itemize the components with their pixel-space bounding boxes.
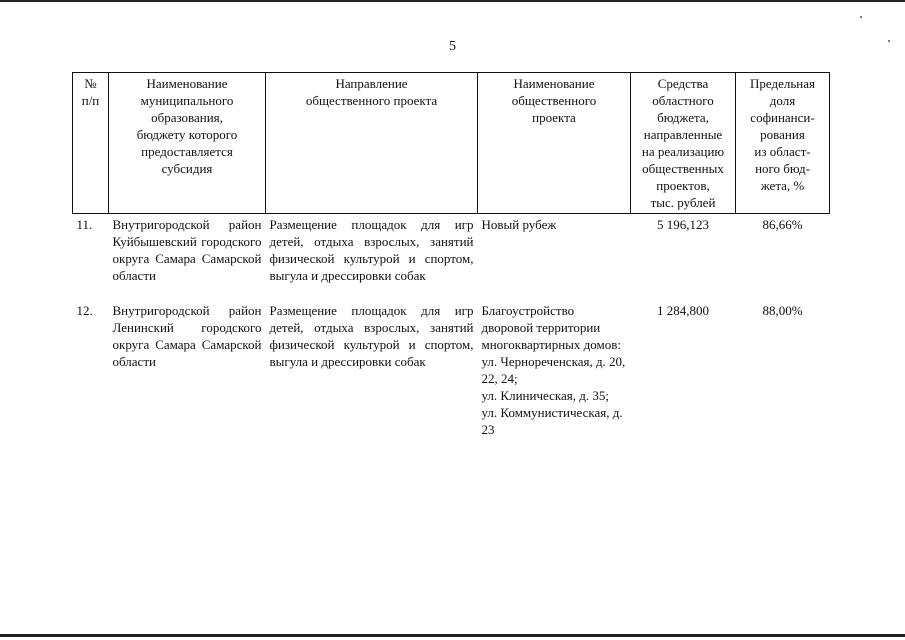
scan-speck <box>860 16 862 18</box>
table-header-row <box>73 73 830 214</box>
top-border-line <box>0 0 905 2</box>
row-share: 86,66% <box>762 217 803 232</box>
row-funds: 5 196,123 <box>657 217 709 232</box>
row-spacer <box>73 286 830 300</box>
subsidy-table <box>72 72 830 440</box>
header-number: № п/п <box>73 73 109 214</box>
row-direction: Размещение площадок для игр детей, отдыха взрослых, занятий физической культурой и спортом, выгула и дрессировки собак <box>269 303 474 369</box>
header-municipality: Наименование муниципального образования, бюджету которого предоставляется субсидия <box>109 73 266 214</box>
row-share: 88,00% <box>762 303 803 318</box>
row-funds: 1 284,800 <box>657 303 709 318</box>
bottom-border-line <box>0 634 905 637</box>
row-direction: Размещение площадок для игр детей, отдыха взрослых, занятий физической культурой и спортом, выгула и дрессировки собак <box>269 217 474 283</box>
table-row <box>73 214 830 287</box>
page-number: 5 <box>449 39 456 54</box>
row-number: 11. <box>76 217 93 232</box>
header-project: Наименование общественного проекта <box>478 73 631 214</box>
header-funds: Средства областного бюджета, направленные на реализацию общественных проектов, тыс. рублей <box>631 73 736 214</box>
row-municipality: Внутригородской район Куйбышевский городского округа Самара Самарской области <box>112 217 262 283</box>
table-row <box>73 300 830 440</box>
row-project: Благоустройство дворовой территории многоквартирных домов: ул. Чернореченская, д. 20, 22, 24; ул. Клиническая, д. 35; ул. Коммунистическая, д. 23 <box>481 303 626 437</box>
header-share: Предельная доля софинанси- рования из област- ного бюд- жета, % <box>736 73 830 214</box>
row-municipality: Внутригородской район Ленинский городского округа Самара Самарской области <box>112 303 262 369</box>
row-project: Новый рубеж <box>481 217 557 232</box>
row-number: 12. <box>76 303 93 318</box>
header-direction: Направление общественного проекта <box>266 73 478 214</box>
